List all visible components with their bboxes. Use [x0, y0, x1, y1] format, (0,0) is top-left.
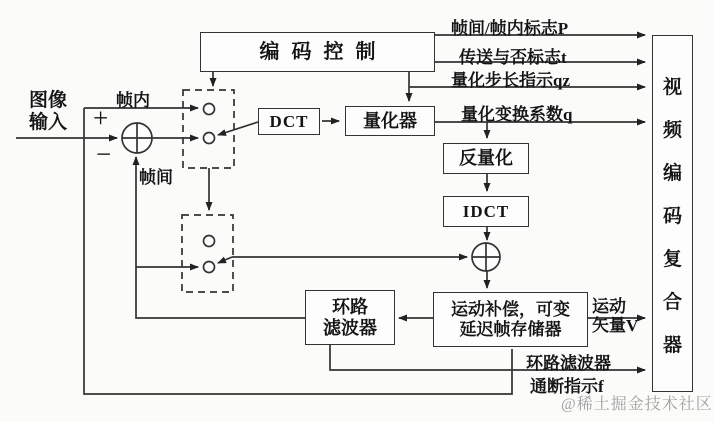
motion-vector-label-line2: 矢量V [592, 316, 639, 335]
video-multiplexer-label: 视频编码复合器 [662, 77, 682, 356]
motion-compensation-label-line2: 延迟帧存储器 [459, 319, 562, 339]
switch2-bottom-contact [204, 262, 215, 273]
switch1-bottom-contact [204, 133, 215, 144]
filter-switch-label-line2: 通断指示f [530, 377, 604, 396]
switch2-top-contact [204, 236, 215, 247]
qz-label: 量化步长指示qz [451, 71, 570, 90]
switch2-frame [182, 215, 233, 292]
coding-control-label: 编码控制 [259, 40, 388, 63]
idct-label: IDCT [462, 201, 510, 221]
image-input-label [29, 90, 67, 134]
filter-switch-label-line1: 环路滤波器 [526, 354, 611, 373]
motion-compensation-label-line1: 运动补偿，可变 [451, 299, 570, 319]
flag-t-label: 传送与否标志t [459, 48, 567, 67]
quantizer-label: 量化器 [363, 110, 417, 131]
subtractor-node [122, 123, 152, 153]
watermark: @稀土掘金技术社区 [561, 396, 713, 413]
switch2-wiper [218, 257, 232, 263]
quantizer-block [345, 106, 435, 136]
plus-sign: + [93, 103, 109, 133]
inter-label: 帧间 [139, 168, 173, 187]
dct-block [258, 108, 320, 135]
switch1-wiper [218, 122, 258, 135]
motion-vector-label [592, 297, 638, 335]
loop-filter-label-line2: 滤波器 [323, 317, 377, 338]
switch1-frame [183, 90, 234, 168]
flag-p-label: 帧间/帧内标志P [451, 19, 569, 38]
switch1-top-contact [204, 104, 215, 115]
inverse-quantizer-block [443, 143, 529, 174]
minus-sign: − [96, 139, 112, 169]
inverse-quantizer-label: 反量化 [459, 148, 513, 169]
dct-label: DCT [269, 111, 309, 131]
motion-compensation-block [433, 292, 588, 347]
loop-filter-block [305, 290, 395, 345]
intra-label: 帧内 [116, 91, 150, 110]
motion-vector-label-line1: 运动 [592, 297, 626, 316]
idct-block [443, 196, 529, 227]
loop-filter-label-line1: 环路 [332, 296, 368, 317]
image-input-label-line1: 图像 [29, 90, 68, 111]
q-label: 量化变换系数q [461, 105, 573, 124]
image-input-label-line2: 输入 [29, 112, 68, 133]
video-multiplexer-block [652, 35, 693, 392]
reconstruction-adder-node [472, 243, 500, 271]
coding-control-block [200, 32, 435, 72]
